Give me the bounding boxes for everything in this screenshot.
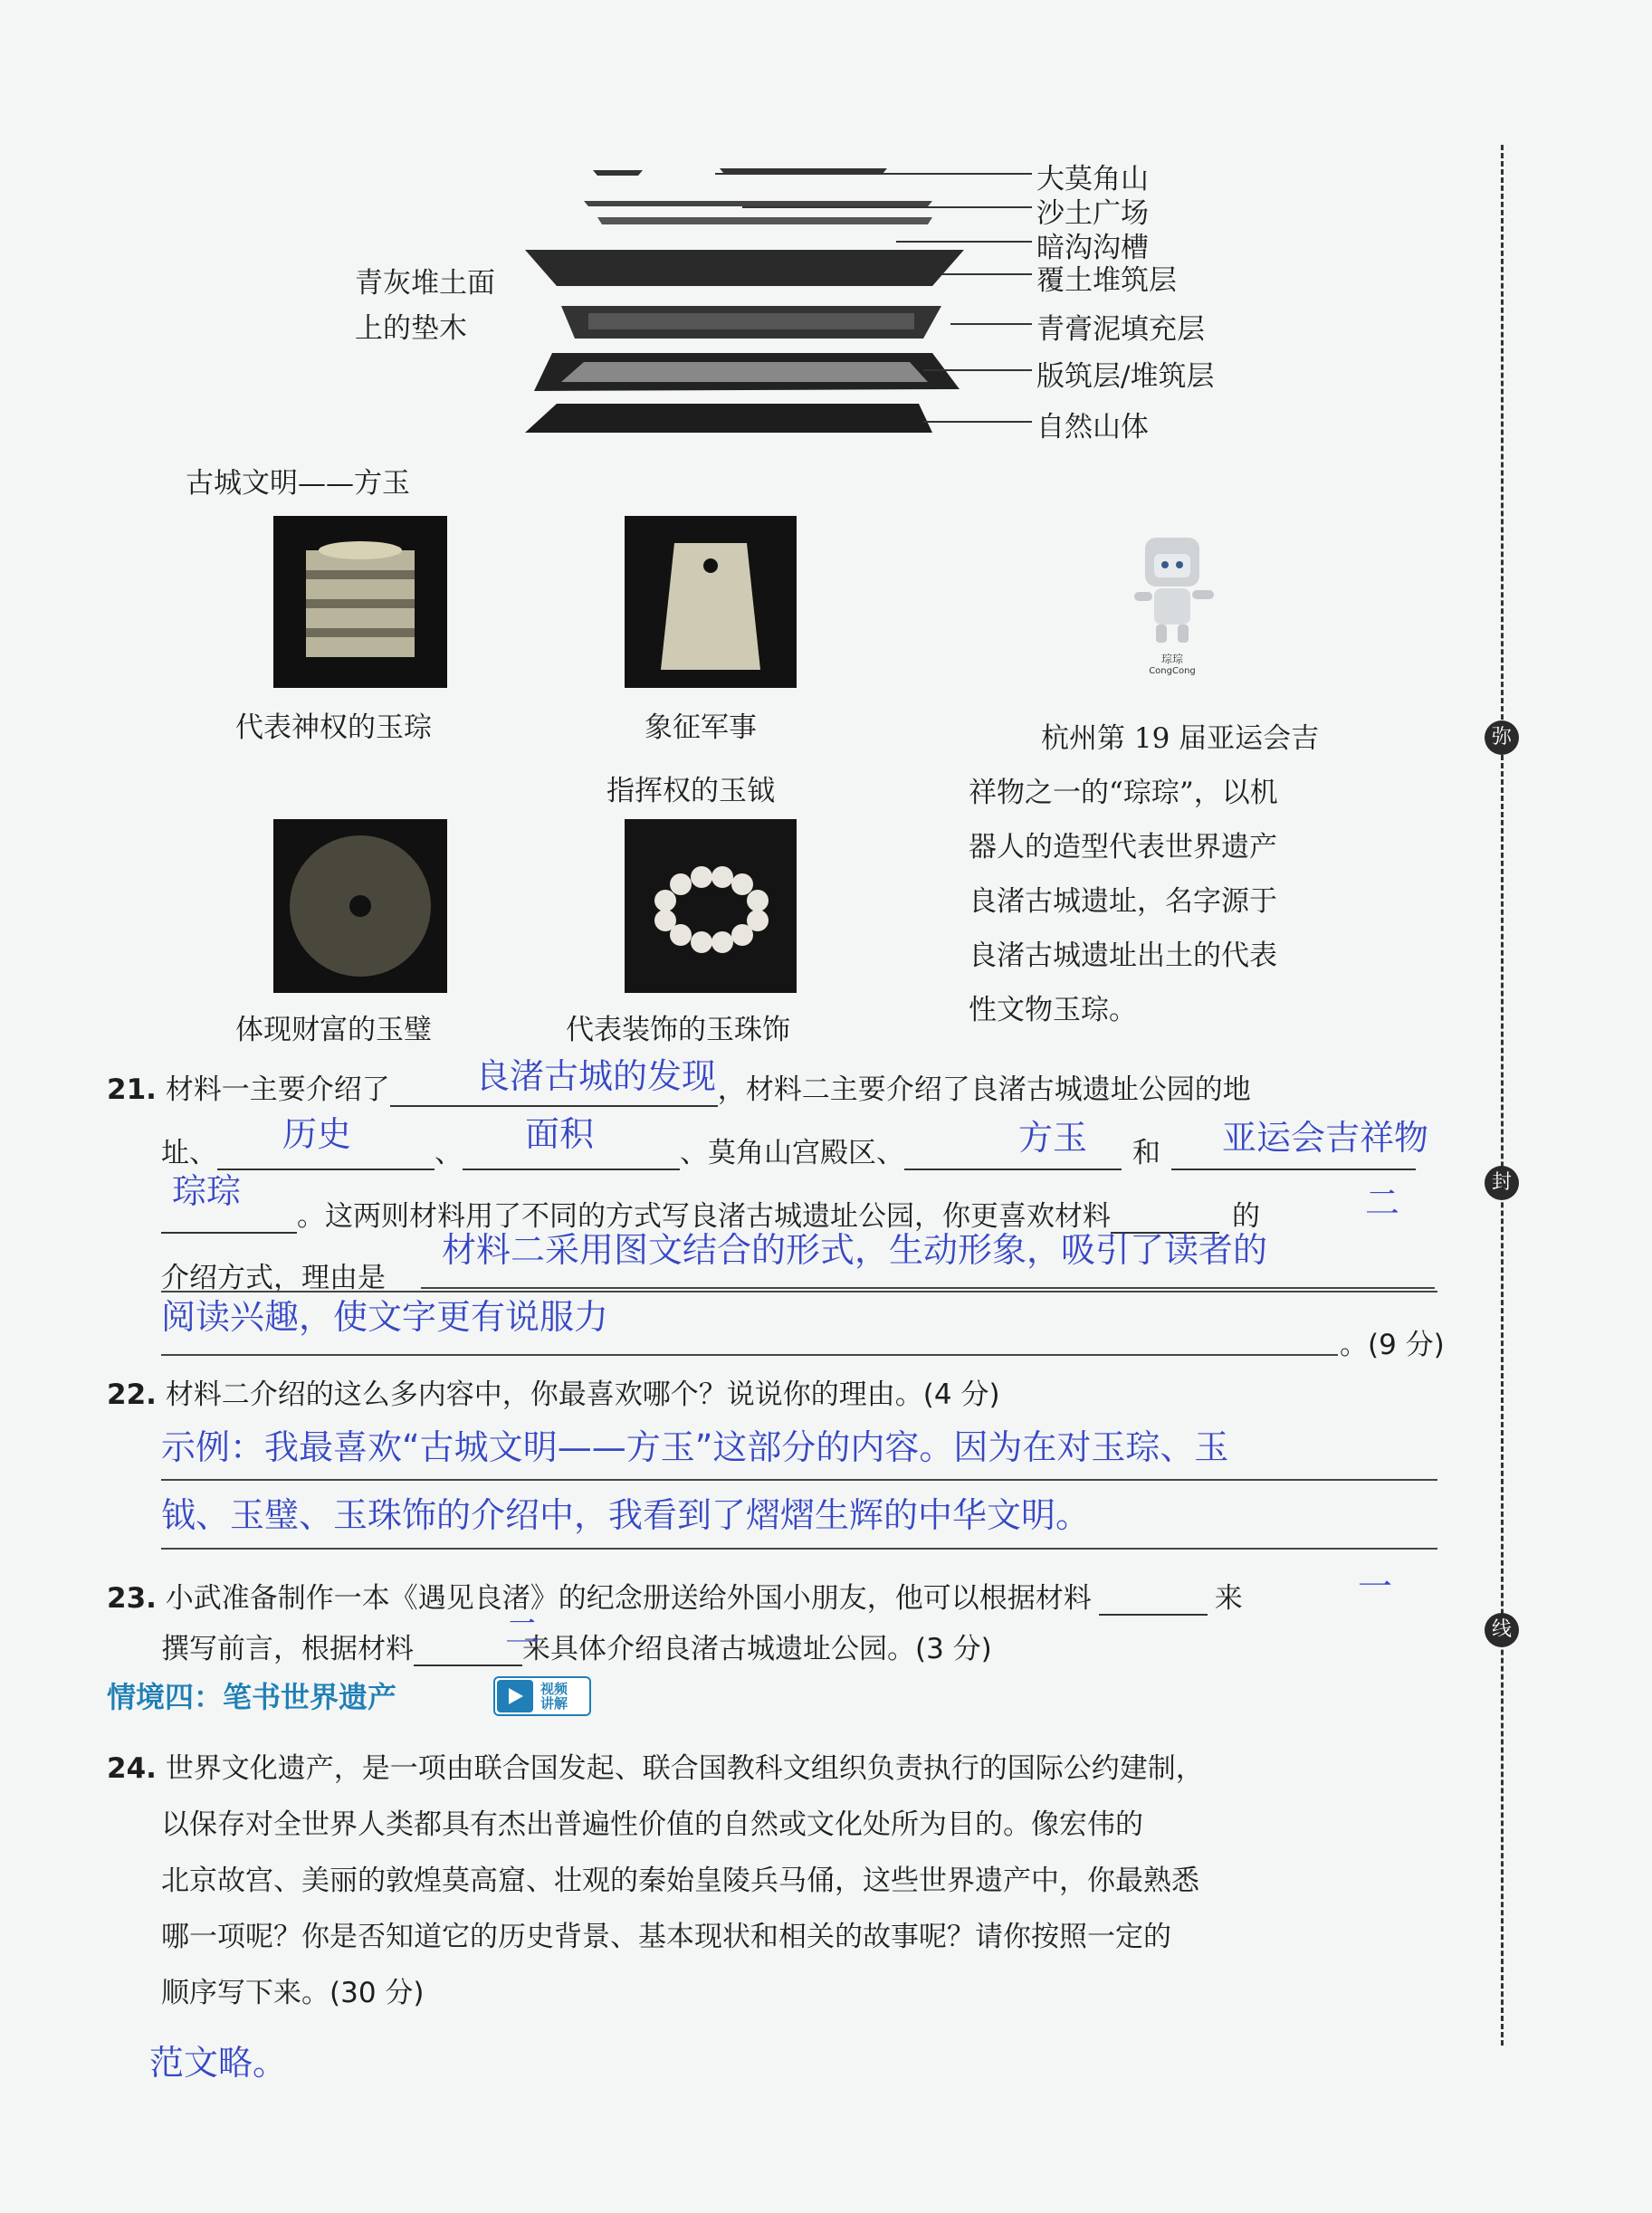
- layer-label: 自然山体: [1036, 411, 1149, 444]
- leader-line: [742, 206, 1032, 208]
- jade-caption: 代表装饰的玉珠饰: [566, 1014, 790, 1046]
- question-text: 、莫角山宫殿区、: [680, 1137, 904, 1169]
- jade-yue-image: [625, 516, 797, 688]
- question-text: 世界文化遗产，是一项由联合国发起、联合国教科文组织负责执行的国际公约建制，: [165, 1752, 1204, 1785]
- question-number: 21.: [107, 1073, 157, 1106]
- question-text: 撰写前言，根据材料: [161, 1633, 414, 1665]
- layer-label: 覆土堆筑层: [1036, 264, 1177, 297]
- jade-caption: 体现财富的玉璧: [235, 1014, 432, 1046]
- question-24-line: 以保存对全世界人类都具有杰出普遍性价值的自然或文化处所为目的。像宏伟的: [161, 1808, 1143, 1841]
- video-button[interactable]: [493, 1676, 591, 1716]
- jade-section-title: 古城文明——方玉: [186, 467, 410, 500]
- question-23-line2: [161, 1626, 992, 1666]
- layer-label: 大莫角山: [1036, 163, 1149, 196]
- diagram-left-label: 青灰堆土面: [355, 267, 495, 300]
- margin-mark-seal: 封: [1485, 1166, 1519, 1200]
- layer-label: 暗沟沟槽: [1036, 232, 1149, 264]
- margin-mark-seal: 线: [1485, 1613, 1519, 1647]
- section-title: 情境四：笔书世界遗产: [107, 1680, 397, 1714]
- leader-line: [950, 323, 1032, 325]
- answer-line: [161, 1548, 1437, 1550]
- question-text: 材料二介绍的这么多内容中，你最喜欢哪个？说说你的理由。(4 分): [165, 1378, 1000, 1411]
- mascot-text-line: 器人的造型代表世界遗产: [969, 831, 1277, 863]
- mascot-text-line: 祥物之一的“琮琮”，以机: [969, 777, 1278, 809]
- layer-diagram: [507, 154, 978, 444]
- question-text: 。这两则材料用了不同的方式写良渚古城遗址公园，你更喜欢材料: [297, 1200, 1111, 1233]
- diagram-left-label: 上的垫木: [355, 312, 467, 345]
- question-24-line: 北京故宫、美丽的敦煌莫高窟、壮观的秦始皇陵兵马俑，这些世界遗产中，你最熟悉: [161, 1865, 1199, 1897]
- answer-text: 一: [1358, 1567, 1393, 1607]
- question-text: 、: [434, 1137, 463, 1169]
- binding-dashed-line: [1501, 145, 1504, 2046]
- video-button-label: [540, 1682, 568, 1711]
- mascot-name-en: CongCong: [1149, 666, 1196, 676]
- question-22: [107, 1371, 1000, 1412]
- answer-text: 历史: [282, 1114, 352, 1154]
- jade-beads-image: [625, 819, 797, 993]
- video-label-line: 视频: [540, 1681, 568, 1697]
- answer-text: 良渚古城的发现: [475, 1056, 717, 1096]
- jade-cong-image: [273, 516, 447, 688]
- mascot-congcong-image: [1118, 534, 1227, 676]
- answer-text: 阅读兴趣，使文字更有说服力: [161, 1297, 609, 1337]
- question-text: 材料一主要介绍了: [165, 1073, 390, 1106]
- question-24: [107, 1745, 1204, 1786]
- video-label-line: 讲解: [540, 1695, 568, 1712]
- leader-line: [715, 173, 1032, 175]
- leader-line: [923, 369, 1032, 371]
- answer-text: 示例：我最喜欢“古城文明——方玉”这部分的内容。因为在对玉琮、玉: [161, 1427, 1229, 1467]
- answer-text: 琮琮: [172, 1171, 242, 1211]
- score-text: 。(9 分): [1340, 1329, 1445, 1361]
- answer-blank[interactable]: [1099, 1576, 1208, 1616]
- layer-label: 版筑层/堆筑层: [1036, 360, 1215, 393]
- jade-caption: 代表神权的玉琮: [235, 711, 432, 744]
- answer-text: 面积: [525, 1114, 595, 1154]
- question-24-line: 顺序写下来。(30 分): [161, 1977, 425, 2009]
- question-text: 小武准备制作一本《遇见良渚》的纪念册送给外国小朋友，他可以根据材料: [165, 1582, 1092, 1615]
- question-number: 23.: [107, 1582, 157, 1615]
- jade-caption: 象征军事: [645, 711, 757, 744]
- leader-line: [941, 273, 1032, 275]
- play-icon: [497, 1680, 533, 1712]
- mascot-name: 琮琮: [1160, 653, 1183, 665]
- question-text: 来具体介绍良渚古城遗址公园。(3 分): [522, 1633, 992, 1665]
- answer-line: [161, 1479, 1437, 1481]
- answer-text: 亚运会吉祥物: [1222, 1118, 1429, 1158]
- answer-text: 材料二采用图文结合的形式，生动形象，吸引了读者的: [442, 1230, 1268, 1270]
- margin-mark-seal: 弥: [1485, 720, 1519, 755]
- mascot-text-line: 杭州第 19 届亚运会吉: [1041, 722, 1320, 755]
- question-number: 22.: [107, 1378, 157, 1411]
- layer-label: 青膏泥填充层: [1036, 313, 1205, 346]
- answer-text: 二: [505, 1612, 540, 1652]
- answer-text: 钺、玉璧、玉珠饰的介绍中，我看到了熠熠生辉的中华文明。: [161, 1495, 1091, 1535]
- leader-line: [896, 241, 1032, 243]
- answer-blank[interactable]: [904, 1130, 1122, 1170]
- answer-text: 二: [1365, 1183, 1400, 1223]
- layer-stack-illustration: [507, 154, 978, 444]
- question-text: 和: [1132, 1137, 1160, 1169]
- leader-line: [923, 421, 1032, 423]
- question-text: 址、: [161, 1137, 217, 1169]
- question-text: 的: [1232, 1200, 1260, 1233]
- mascot-text-line: 良渚古城遗址出土的代表: [969, 940, 1277, 972]
- question-number: 24.: [107, 1752, 157, 1785]
- question-23: [107, 1575, 1243, 1616]
- question-text: 来: [1214, 1582, 1243, 1615]
- question-text: ，材料二主要介绍了良渚古城遗址公园的地: [717, 1073, 1251, 1106]
- layer-label: 沙土广场: [1036, 197, 1149, 230]
- jade-caption: 指挥权的玉钺: [606, 775, 775, 807]
- answer-text: 范文略。: [149, 2043, 288, 2083]
- jade-bi-image: [273, 819, 447, 993]
- question-text: 介绍方式，理由是: [161, 1262, 386, 1294]
- answer-text: 方玉: [1018, 1118, 1088, 1158]
- mascot-text-line: 良渚古城遗址，名字源于: [969, 885, 1277, 918]
- answer-line: [161, 1354, 1338, 1356]
- question-24-line: 哪一项呢？你是否知道它的历史背景、基本现状和相关的故事呢？请你按照一定的: [161, 1921, 1171, 1953]
- mascot-text-line: 性文物玉琮。: [969, 994, 1137, 1026]
